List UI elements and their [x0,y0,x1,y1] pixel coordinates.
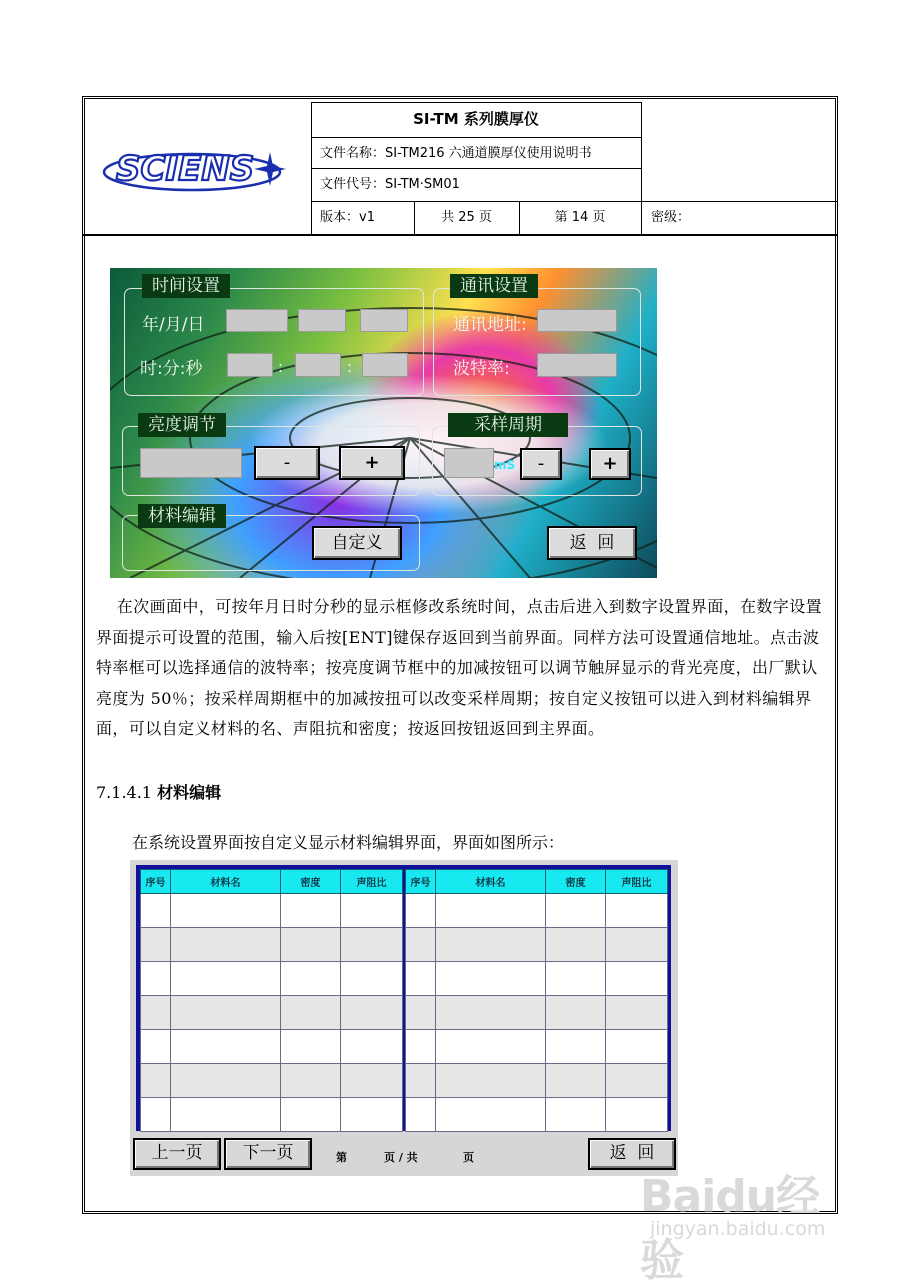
col-header-name: 材料名 [436,870,546,894]
time-separator: : [278,358,284,376]
table-row[interactable] [141,962,403,996]
time-settings-group [124,288,424,396]
second-field[interactable] [362,353,408,377]
sampling-title: 采样周期 [448,413,568,437]
material-table-left [140,869,403,1132]
brightness-minus-button[interactable]: - [254,446,320,480]
page-indicator-end: 页 [463,1151,474,1164]
material-table-right [405,869,668,1132]
version: 版本：v1 [320,210,375,225]
brightness-title: 亮度调节 [138,413,226,437]
baud-rate-label: 波特率: [453,359,510,379]
header-line [641,102,642,234]
material-table-frame [136,865,671,1131]
day-field[interactable] [360,309,408,332]
col-header-density: 密度 [281,870,341,894]
col-header-impedance: 声阻比 [606,870,668,894]
time-settings-title: 时间设置 [142,274,230,298]
section-number: 7.1.4.1 [96,783,152,802]
col-header-name: 材料名 [171,870,281,894]
section-title: 材料编辑 [157,783,222,802]
next-page-button[interactable]: 下一页 [224,1138,312,1170]
date-label: 年/月/日 [142,315,205,335]
table-row[interactable] [406,1098,668,1132]
brightness-value-field [140,448,242,478]
year-field[interactable] [226,309,288,332]
page-indicator-di: 第 [336,1151,347,1164]
prev-page-button[interactable]: 上一页 [133,1138,221,1170]
table-row[interactable] [406,894,668,928]
material-edit-screen [130,860,678,1176]
baud-rate-field[interactable] [537,353,617,377]
custom-button[interactable]: 自定义 [312,526,402,560]
settings-screen [110,268,657,578]
table-row[interactable] [141,894,403,928]
watermark-url: jingyan.baidu.com [650,1218,826,1240]
col-header-index: 序号 [141,870,171,894]
table-row[interactable] [141,1030,403,1064]
col-header-density: 密度 [546,870,606,894]
sciens-logo [100,138,300,198]
table-row[interactable] [141,928,403,962]
sampling-minus-button[interactable]: - [520,448,562,480]
ms-unit: mS [494,458,516,472]
table-row[interactable] [141,1098,403,1132]
description-paragraph: 在次画面中，可按年月日时分秒的显示框修改系统时间，点击后进入到数字设置界面，在数字设置界面提示可设置的范围，输入后按[ENT]键保存返回到当前界面。同样方法可设置通信地址。点击波特率框可以选择通信的波特率；按亮度调节框中的加减按钮可以调节触屏显示的背光亮度，出厂默认亮度为 50％；按采样周期框中的加减按扭可以改变采样周期；按自定义按钮可以进入到材料编辑界面，可以自定义材料的名、声阻抗和密度；按返回按钮返回到主界面。 [96,597,822,738]
month-field[interactable] [298,309,346,332]
brightness-plus-button[interactable]: + [339,446,405,480]
header-divider [82,234,838,236]
hour-field[interactable] [227,353,273,377]
sampling-plus-button[interactable]: + [589,448,631,480]
comm-address-field[interactable] [537,309,617,332]
back-button[interactable]: 返 回 [588,1138,676,1170]
file-name: 文件名称：SI-TM216 六通道膜厚仪使用说明书 [320,146,592,161]
current-page: 第 14 页 [554,210,606,225]
back-button[interactable]: 返 回 [547,526,637,560]
baidu-watermark [640,1140,860,1286]
table-row[interactable] [141,1064,403,1098]
watermark-brand: Baidu经验 [640,1171,820,1286]
page-indicator-mid: 页 / 共 [384,1151,418,1164]
header-line [311,102,641,103]
comm-address-label: 通讯地址: [453,315,527,335]
col-header-impedance: 声阻比 [341,870,403,894]
total-pages: 共 25 页 [441,210,492,225]
time-label: 时:分:秒 [140,359,203,379]
file-code: 文件代号：SI-TM·SM01 [320,177,460,192]
sampling-value-field [444,448,494,478]
col-header-index: 序号 [406,870,436,894]
table-row[interactable] [406,1030,668,1064]
material-edit-title: 材料编辑 [138,504,226,528]
table-row[interactable] [406,996,668,1030]
section-heading [96,780,221,803]
table-row[interactable] [141,996,403,1030]
comm-settings-group [433,288,641,396]
minute-field[interactable] [295,353,341,377]
doc-title: SI-TM 系列膜厚仪 [413,110,539,128]
material-intro-paragraph: 在系统设置界面按自定义显示材料编辑界面，界面如图所示： [132,833,565,852]
table-row[interactable] [406,1064,668,1098]
table-row[interactable] [406,962,668,996]
svg-text:SCIENS: SCIENS [116,149,255,189]
table-row[interactable] [406,928,668,962]
security-level: 密级： [651,210,691,225]
time-separator: : [347,358,353,376]
comm-settings-title: 通讯设置 [450,274,538,298]
